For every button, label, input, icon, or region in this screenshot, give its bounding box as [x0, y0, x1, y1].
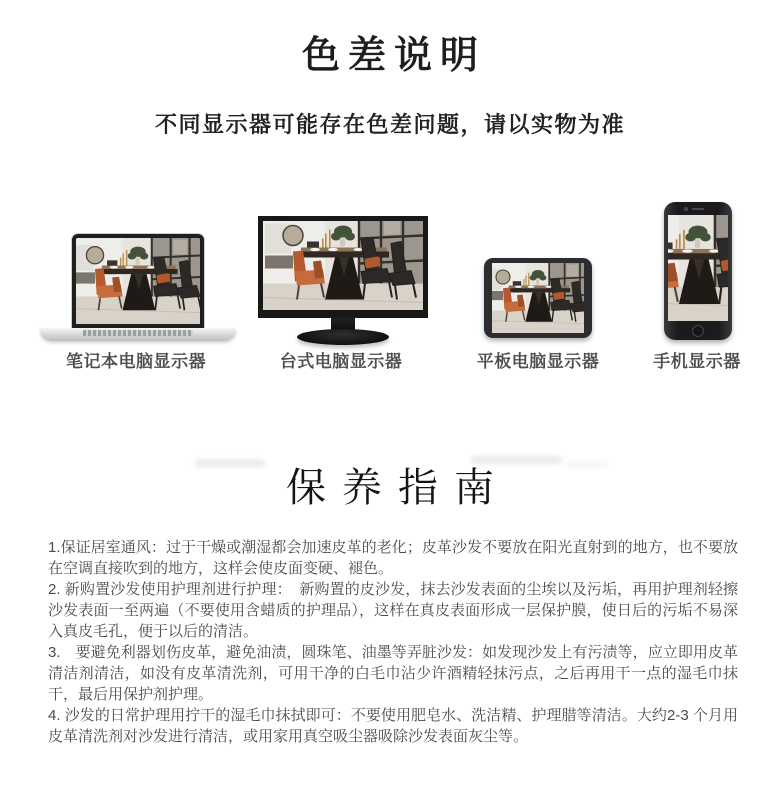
laptop-keyboard-base [40, 328, 236, 341]
care-guide-text [48, 537, 738, 747]
device-label-laptop: 笔记本电脑显示器 [66, 352, 206, 371]
phone-screen [668, 215, 728, 321]
phone-camera-icon [684, 207, 688, 211]
phone-home-button [692, 325, 704, 337]
care-paragraph-2: 2. 新购置沙发使用护理剂进行护理： 新购置的皮沙发，抹去沙发表面的尘埃以及污垢，再用护理剂轻擦沙发表面一至两遍（不要使用含蜡质的护理品），这样在真皮表面形成一层保护膜，使日后的污垢不易深入真皮毛孔，便于以后的清洁。 [48, 581, 738, 640]
tablet-screen [492, 263, 584, 333]
color-note-subtitle: 不同显示器可能存在色差问题，请以实物为准 [154, 112, 625, 137]
room-scene-image [668, 215, 728, 321]
room-scene-image [76, 238, 200, 324]
monitor-logo [334, 314, 352, 316]
room-scene-image [492, 263, 584, 333]
laptop-keys [83, 330, 193, 336]
laptop-screen [72, 234, 204, 328]
care-paragraph-4: 4. 沙发的日常护理用拧干的湿毛巾抹拭即可：不要使用肥皂水、洗洁精、护理腊等清洁。大约2-3 个月用皮革清洗剂对沙发进行清洁，或用家用真空吸尘器吸除沙发表面灰尘等。 [48, 707, 738, 745]
care-paragraph-1: 1.保证居室通风：过于干燥或潮湿都会加速皮革的老化；皮革沙发不要放在阳光直射到的地方，也不要放在空调直接吹到的地方，这样会使皮面变硬、褪色。 [48, 539, 738, 577]
monitor-screen [258, 216, 428, 318]
laptop-mockup-image [40, 234, 236, 341]
care-guide-title: 保养指南 [286, 466, 510, 510]
device-label-desktop: 台式电脑显示器 [279, 352, 403, 371]
phone-speaker [692, 208, 704, 210]
phone-mockup-image [664, 202, 732, 340]
desktop-monitor-mockup-image [258, 216, 428, 345]
device-label-phone: 手机显示器 [653, 352, 741, 371]
tablet-mockup-image [484, 258, 592, 338]
care-paragraph-3: 3. 要避免利器划伤皮革，避免油渍，圆珠笔、油墨等弄脏沙发：如发现沙发上有污渍等，应立即用皮革清洁剂清洁，如没有皮革清洗剂，可用干净的白毛巾沾少许酒精轻抹污点，之后再用干一点的湿毛巾抹干，最后用保护剂护理。 [48, 644, 738, 703]
device-label-tablet: 平板电脑显示器 [476, 352, 600, 371]
color-note-title: 色差说明 [301, 35, 486, 77]
room-scene-image [263, 221, 423, 310]
monitor-stand-base [297, 329, 389, 345]
